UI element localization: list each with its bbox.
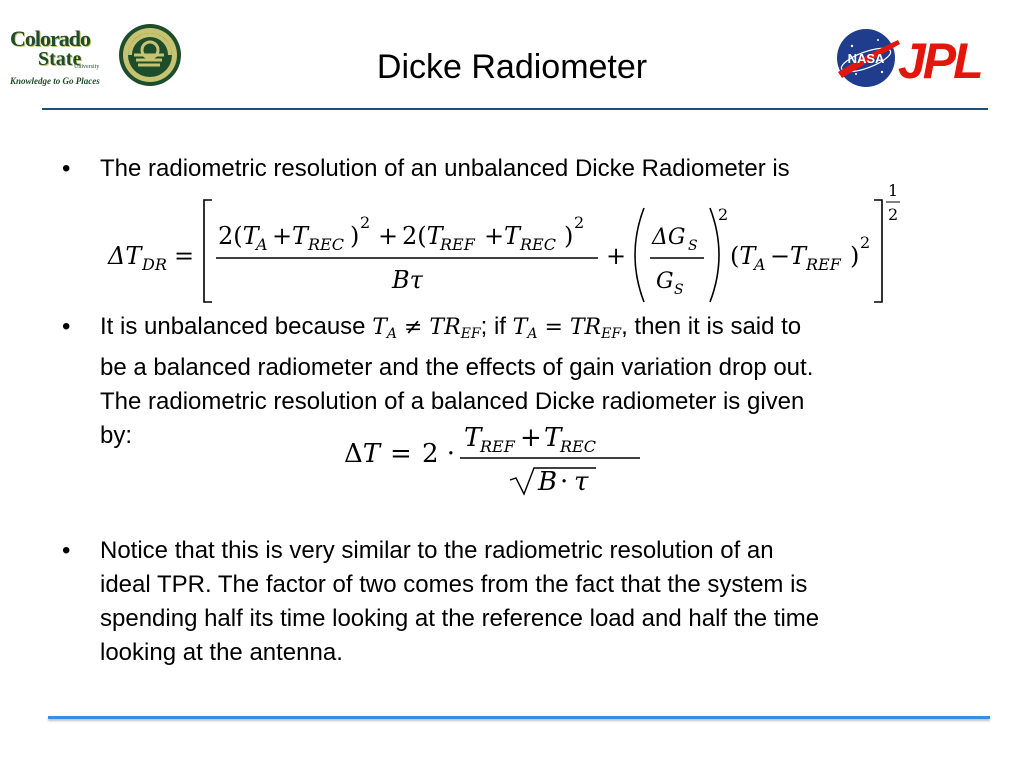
svg-text:=: = [174,242,195,270]
unbalanced-resolution-equation [104,178,924,314]
nasa-meatball-icon [834,26,900,90]
svg-text:+: + [272,222,293,250]
csu-wordmark-line3: University [74,64,100,70]
bullet-2-line2: be a balanced radiometer and the effects of gain variation drop out. [100,354,814,381]
svg-text:): ) [850,242,860,270]
svg-text:·: · [560,467,569,497]
svg-text:A: A [754,255,766,274]
nasa-jpl-logo [834,26,1024,92]
bullet-marker: • [62,537,71,564]
svg-text:T: T [790,242,807,270]
header-divider [42,108,988,110]
svg-text:2(T: 2(T [402,222,443,250]
balanced-resolution-equation [340,416,660,500]
svg-text:+: + [378,222,399,250]
csu-tagline: Knowledge to Go Places [10,76,100,86]
bullet-2-line1 [100,310,1000,351]
svg-text:REC: REC [308,235,344,254]
svg-text:2: 2 [718,205,729,224]
csu-wordmark-line2: State [38,48,82,70]
bullet-3-line3: spending half its time looking at the reference load and half the time [100,605,820,632]
svg-text:Bτ: Bτ [392,266,423,294]
svg-text:A: A [256,235,268,254]
jpl-logo-text: JPL [898,33,981,89]
svg-text:2: 2 [888,205,899,224]
svg-text:2: 2 [360,213,371,232]
equality-expression: $T_A = TR_{EF}$ [512,315,622,342]
svg-text:T: T [464,423,482,453]
svg-text:ΔG: ΔG [652,225,686,250]
bullet-2-line4: by: [100,422,133,449]
svg-text:B: B [538,467,558,497]
nasa-logo-text: NASA [847,51,885,66]
svg-text:τ: τ [574,467,589,497]
svg-text:(T: (T [730,242,756,270]
svg-text:S: S [674,282,684,298]
bullet-marker: • [62,313,71,340]
svg-text:G: G [656,269,674,294]
bullet-2-part2: ; if [480,313,513,340]
bullet-3-line2: ideal TPR. The factor of two comes from the fact that the system is [100,571,808,598]
svg-text:1: 1 [888,181,899,200]
svg-text:+: + [484,222,505,250]
bullet-1-text: The radiometric resolution of an unbalanced Dicke Radiometer is [100,155,790,182]
svg-text:T: T [292,222,309,250]
bullet-3-line1: Notice that this is very similar to the radiometric resolution of an [100,537,774,564]
svg-text:): ) [564,222,574,250]
svg-text:REF: REF [440,235,475,254]
svg-text:2: 2 [860,233,871,252]
bullet-2-line3: The radiometric resolution of a balanced Dicke radiometer is given [100,388,805,415]
bullet-3-text [100,534,1000,670]
bullet-3-line4: looking at the antenna. [100,639,343,666]
svg-text:ΔT: ΔT [108,242,142,270]
bullet-2-part1: It is unbalanced because [100,313,373,340]
svg-text:S: S [688,238,698,254]
svg-text:T: T [504,222,521,250]
bullet-2-part3: , then it is said to [621,313,802,340]
csu-wordmark-line1: Colorado [10,26,90,51]
svg-text:REF: REF [806,255,841,274]
svg-text:ΔT: ΔT [344,439,381,469]
svg-text:2(T: 2(T [218,222,259,250]
svg-text:+: + [606,242,627,270]
inequality-expression: $T_A \ne TR_{EF}$ [372,315,481,342]
svg-text:DR: DR [142,255,167,274]
page-title: Dicke Radiometer [376,48,648,86]
svg-text:): ) [350,222,360,250]
svg-text:REC: REC [520,235,556,254]
svg-text:2: 2 [574,213,585,232]
svg-text:=: = [390,439,412,469]
svg-text:−: − [770,242,791,270]
svg-text:T: T [544,423,562,453]
footer-divider [48,716,990,719]
svg-text:REC: REC [560,437,596,456]
svg-text:REF: REF [480,437,515,456]
bullet-marker: • [62,155,71,182]
svg-text:2 ·: 2 · [422,439,456,469]
svg-text:+: + [520,423,542,453]
